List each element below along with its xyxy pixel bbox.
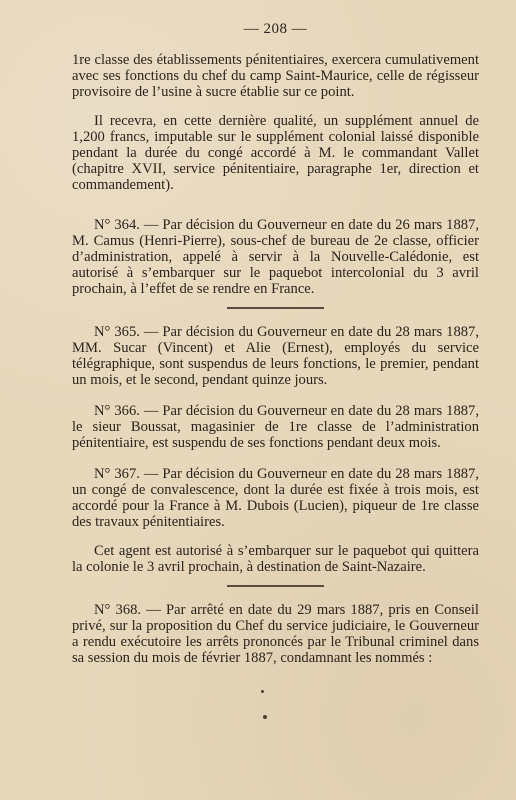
paragraph-spacing	[72, 100, 479, 113]
paragraph-364: N° 364. — Par décision du Gouverneur en date du 26 mars 1887, M. Camus (Henri-Pierre), sous-chef de bureau de 2e classe, officier d’administration, appelé à servir à la Nouvelle-Calédonie, est autorisé à s’embarquer sur le paquebot intercolonial du 3 avril prochain, à l’effet de se rendre en France.	[72, 217, 479, 297]
ink-dot	[261, 690, 264, 693]
paragraph-spacing	[72, 451, 479, 466]
paragraph-supplement: Il recevra, en cette dernière qualité, un supplément annuel de 1,200 francs, imputable sur le supplément colonial laissé disponible pendant la durée du congé accordé à M. le commandant Vallet (chapitre XVII, service pénitentiaire, paragraphe 1er, direction et commandement).	[72, 113, 479, 193]
paragraph-spacing	[72, 530, 479, 543]
paragraph-continuation: 1re classe des établissements pénitentiaires, exercera cumulativement avec ses fonctions du chef du camp Saint-Maurice, celle de régisseur provisoire de l’usine à sucre établie sur ce point.	[72, 52, 479, 100]
page-number: — 208 —	[243, 21, 308, 37]
paragraph-366: N° 366. — Par décision du Gouverneur en date du 28 mars 1887, le sieur Boussat, magasinier de 1re classe de l’administration pénitentiaire, est suspendu de ses fonctions pendant deux mois.	[72, 403, 479, 451]
paragraph-365: N° 365. — Par décision du Gouverneur en date du 28 mars 1887, MM. Sucar (Vincent) et Alie (Ernest), employés du service télégraphique, sont suspendus de leurs fonctions, le premier, pendant un mois, et le second, pendant quinze jours.	[72, 324, 479, 388]
ink-dot	[263, 715, 267, 719]
section-divider	[227, 585, 324, 587]
paragraph-367: N° 367. — Par décision du Gouverneur en date du 28 mars 1887, un congé de convalescence, dont la durée est fixée à trois mois, est accordé pour la France à M. Dubois (Lucien), piqueur de 1re classe des travaux pénitentiaires.	[72, 466, 479, 530]
paragraph-368: N° 368. — Par arrêté en date du 29 mars 1887, pris en Conseil privé, sur la proposition du Chef du service judiciaire, le Gouverneur a rendu exécutoire les arrêts prononcés par le Tribunal criminel dans sa session du mois de février 1887, condamnant les nommés :	[72, 602, 479, 666]
paragraph-spacing	[72, 193, 479, 217]
paragraph-spacing	[72, 388, 479, 403]
section-divider	[227, 307, 324, 309]
paragraph-367-followup: Cet agent est autorisé à s’embarquer sur le paquebot qui quittera la colonie le 3 avril prochain, à destination de Saint-Nazaire.	[72, 543, 479, 575]
